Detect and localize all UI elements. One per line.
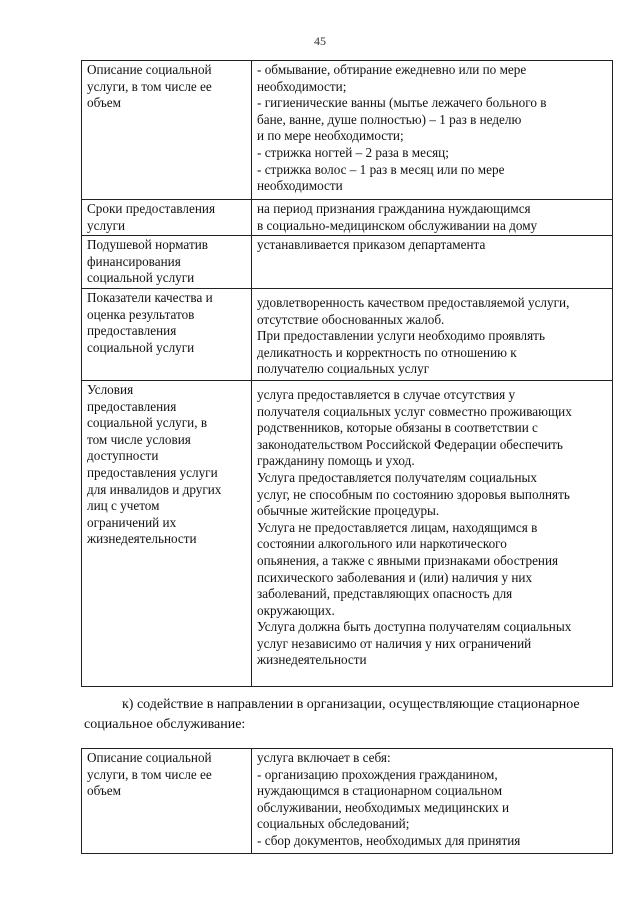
value-line: удовлетворенность качеством предоставляемой услуги, [257,294,570,310]
label-line: оценка результатов [87,306,195,322]
value-line: гражданину помощь и уход. [257,453,415,469]
label-line: для инвалидов и других [87,481,222,497]
value-line: нуждающимся в стационарном социальном [257,783,503,799]
row-label [82,288,252,380]
label-line: Подушевой норматив [87,237,208,253]
label-line: услуги, в том числе ее [87,78,212,94]
label-line: Описание социальной [87,62,212,77]
label-line: финансирования [87,253,181,269]
value-line: законодательством Российской Федерации обеспечить [257,436,563,452]
label-line: Условия [87,381,134,397]
value-line: получателя социальных услуг совместно проживающих [257,403,572,419]
label-line: услуги [87,217,126,233]
label-line: Сроки предоставления [87,201,216,216]
table-row [82,288,613,380]
label-line: предоставления [87,323,177,339]
value-line: обслуживании, необходимых медицинских и [257,799,510,815]
label-line: социальной услуги [87,270,195,286]
table-row [82,236,613,289]
value-line: - организацию прохождения гражданином, [257,766,498,782]
paragraph-line: социальное обслуживание: [84,717,246,732]
row-label [82,236,252,289]
value-line: услуг независимо от наличия у них ограничений [257,635,532,651]
row-label [82,749,252,854]
row-label [82,200,252,236]
label-line: жизнедеятельности [87,531,197,547]
label-line: объем [87,783,121,799]
value-line: социальных обследований; [257,816,410,832]
value-line: получателю социальных услуг [257,361,430,377]
label-line: том числе условия [87,431,191,447]
value-line: - обмывание, обтирание ежедневно или по мере [257,62,527,77]
label-line: Показатели качества и [87,289,213,305]
value-line: бане, ванне, душе полностью) – 1 раз в неделю [257,111,522,127]
service-table [81,60,613,687]
value-line: родственников, которые обязаны в соответствии с [257,420,538,436]
value-line: заболеваний, представляющих опасность для [257,586,513,602]
value-line: - стрижка ногтей – 2 раза в месяц; [257,144,449,160]
row-value [252,288,613,380]
label-line: объем [87,95,121,111]
row-value [252,236,613,289]
label-line: ограничений их [87,514,177,530]
value-line: - стрижка волос – 1 раз в месяц или по мере [257,161,505,177]
table-row [82,200,613,236]
value-line: При предоставлении услуги необходимо проявлять [257,328,545,344]
label-line: доступности [87,448,159,464]
page-number: 45 [314,34,326,48]
value-line: Услуга не предоставляется лицам, находящимся в [257,519,538,535]
value-line: - гигиенические ванны (мытье лежачего больного в [257,95,547,111]
label-line: лиц с учетом [87,498,160,514]
value-line: отсутствие обоснованных жалоб. [257,311,445,327]
label-line: Описание социальной [87,750,212,765]
value-line: деликатность и корректность по отношению к [257,344,517,360]
value-line: окружающих. [257,602,335,618]
value-line: на период признания гражданина нуждающимся [257,201,531,216]
value-line: и по мере необходимости; [257,128,404,144]
value-line: состоянии алкогольного или наркотического [257,536,507,552]
label-line: услуги, в том числе ее [87,766,212,782]
row-value [252,61,613,200]
value-line: обычные житейские процедуры. [257,503,440,519]
value-line: услуг, не способным по состоянию здоровья выполнять [257,486,570,502]
table-row [82,61,613,200]
row-value [252,200,613,236]
table-row [82,380,613,686]
value-line: опьянения, а также с явными признаками обострения [257,552,559,568]
label-line: социальной услуги, в [87,415,208,431]
value-line: психического заболевания и (или) наличия у них [257,569,533,585]
label-line: социальной услуги [87,339,195,355]
label-line: предоставления услуги [87,464,218,480]
row-label [82,61,252,200]
row-value [252,749,613,854]
table-row [82,749,613,854]
service-table-2 [81,748,613,854]
value-line: услуга предоставляется в случае отсутствия у [257,386,516,402]
label-line: предоставления [87,398,177,414]
value-line: жизнедеятельности [257,652,367,668]
value-line: Услуга предоставляется получателям социальных [257,469,537,485]
value-line: устанавливается приказом департамента [257,237,486,253]
value-line: - сбор документов, необходимых для принятия [257,832,521,848]
paragraph-line: к) содействие в направлении в организации, осуществляющие стационарное [122,697,580,712]
value-line: Услуга должна быть доступна получателям социальных [257,619,572,635]
row-value [252,380,613,686]
row-label [82,380,252,686]
section-paragraph [84,695,614,735]
value-line: необходимости [257,178,343,194]
value-line: в социально-медицинском обслуживании на дому [257,217,538,233]
value-line: услуга включает в себя: [257,750,391,765]
value-line: необходимости; [257,78,347,94]
